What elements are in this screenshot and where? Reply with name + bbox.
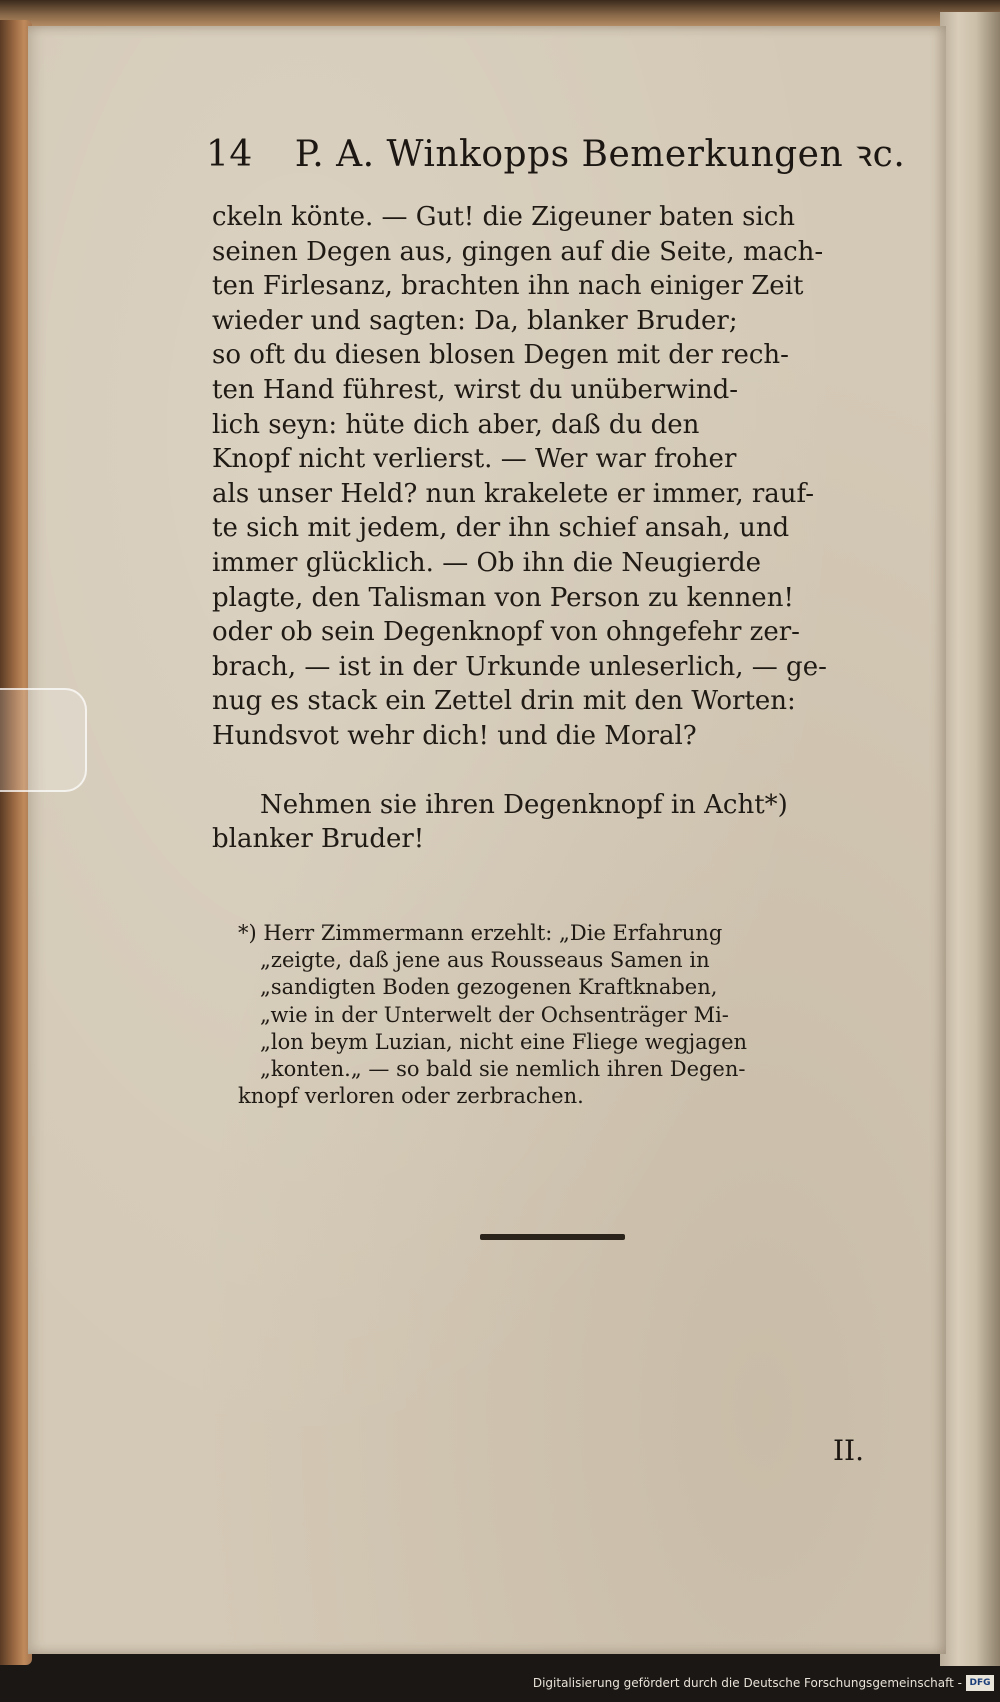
page-number: 14 xyxy=(206,134,253,175)
dfg-logo: DFG xyxy=(966,1675,994,1691)
main-text xyxy=(212,200,864,857)
footnote-line: „lon beym Luzian, nicht eine Fliege wegjagen xyxy=(260,1029,748,1054)
text-line: immer glücklich. — Ob ihn die Neugierde xyxy=(212,547,762,578)
footnote-line: „zeigte, daß jene aus Rousseaus Samen in xyxy=(260,948,710,973)
text-line: brach, — ist in der Urkunde unleserlich, — ge- xyxy=(212,651,827,682)
text-line: ckeln könte. — Gut! die Zigeuner baten sich xyxy=(212,202,796,232)
footnote-line: knopf verloren oder zerbrachen. xyxy=(238,1084,584,1109)
catchword: II. xyxy=(833,1434,865,1467)
footnote-line: „konten.„ — so bald sie nemlich ihren Degen- xyxy=(260,1057,746,1082)
footnote-line: *) Herr Zimmermann erzehlt: „Die Erfahrung xyxy=(238,921,723,945)
text-line: als unser Held? nun krakelete er immer, rauf- xyxy=(212,478,815,509)
book-page-edges xyxy=(940,12,1000,1667)
text-line: Knopf nicht verlierst. — Wer war froher xyxy=(212,444,737,475)
text-line: wieder und sagten: Da, blanker Bruder; xyxy=(212,305,738,336)
paragraph-gap xyxy=(212,754,864,788)
running-title: P. A. Winkopps Bemerkungen ꝛc. xyxy=(294,134,906,175)
running-header xyxy=(206,128,906,177)
text-line: lich seyn: hüte dich aber, daß du den xyxy=(212,409,700,440)
text-line: nug es stack ein Zettel drin mit den Worten: xyxy=(212,686,796,717)
book-top-edge xyxy=(0,0,1000,26)
footnote-line: „wie in der Unterwelt der Ochsenträger Mi- xyxy=(260,1002,729,1027)
text-line: te sich mit jedem, der ihn schief ansah, und xyxy=(212,513,790,544)
text-line: seinen Degen aus, gingen auf die Seite, mach- xyxy=(212,236,824,267)
footnote xyxy=(238,920,866,1110)
footnote-line: „sandigten Boden gezogenen Kraftknaben, xyxy=(260,975,718,1000)
text-line: ten Hand führest, wirst du unüberwind- xyxy=(212,374,739,405)
text-line: so oft du diesen blosen Degen mit der rech- xyxy=(212,340,789,371)
text-line: blanker Bruder! xyxy=(212,824,425,855)
page-clip xyxy=(0,688,87,792)
text-line: oder ob sein Degenknopf von ohngefehr zer- xyxy=(212,617,800,648)
text-line: ten Firlesanz, brachten ihn nach einiger Zeit xyxy=(212,271,804,302)
text-line: Nehmen sie ihren Degenknopf in Acht*) xyxy=(260,789,788,820)
section-divider-rule xyxy=(480,1234,625,1240)
text-line: plagte, den Talisman von Person zu kennen! xyxy=(212,582,794,613)
text-line: Hundsvot wehr dich! und die Moral? xyxy=(212,720,697,751)
digitization-credit: Digitalisierung gefördert durch die Deutsche Forschungsgemeinschaft - xyxy=(532,1676,962,1690)
